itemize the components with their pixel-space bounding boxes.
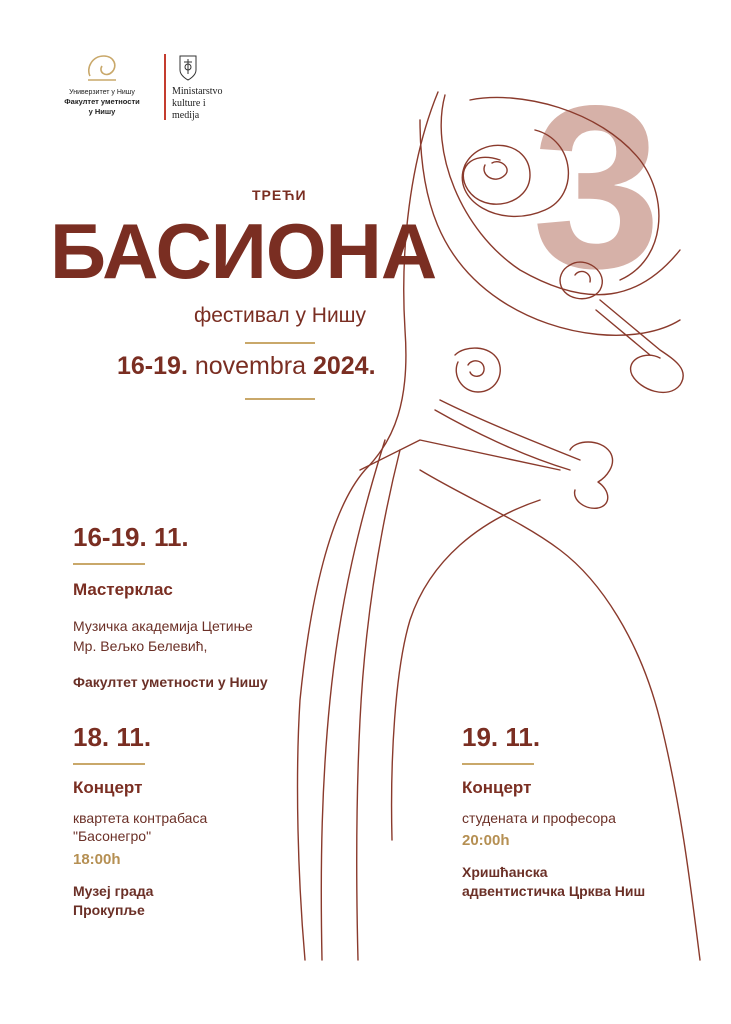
university-name: Универзитет у Нишу [69,89,135,96]
logo-divider [164,54,166,120]
divider-line [245,342,315,344]
ministry-name [172,86,223,122]
date-month: novembra [194,352,307,380]
concert-2-line-1: студената и професора [462,810,616,826]
masterclass-title: Мастерклас [73,580,173,599]
edition-label: ТРЕЋИ [252,187,307,203]
divider-line [73,563,145,565]
masterclass-line-1: Музичка академија Цетиње [73,618,253,634]
festival-dates [117,352,376,381]
faculty-name: Факултет уметности [64,97,140,107]
festival-subtitle: фестивал у Нишу [193,304,367,327]
concert-2-venue-line-2: адвентистичка Црква Ниш [462,883,646,899]
date-range: 16-19. [117,352,188,380]
masterclass-line-2: Мр. Вељко Белевић, [73,638,208,654]
concert-1-line-1: квартета контрабаса [73,810,208,826]
divider-line [462,763,534,765]
festival-title: БАСИОНА [50,207,437,295]
divider-line [245,398,315,400]
concert-1-time: 18:00h [73,851,121,868]
date-year: 2024. [312,352,376,380]
concert-1-date: 18. 11. [73,722,152,752]
university-logo [52,50,152,116]
ministry-crest-icon [170,52,206,84]
masterclass-date: 16-19. 11. [73,522,189,552]
concert-1-venue-line-2: Прокупље [73,902,145,918]
concert-2-title: Концерт [462,778,532,797]
concert-2-venue-line-1: Хришћанска [462,864,548,880]
ministry-line-1: Ministarstvo [172,86,223,97]
concert-1-title: Концерт [73,778,143,797]
concert-2-date: 19. 11. [462,722,541,752]
ministry-line-2: kulture i [172,98,206,109]
concert-1-line-2: "Басонегро" [73,828,152,844]
divider-line [73,763,145,765]
faculty-emblem-icon [82,50,122,84]
ministry-line-3: medija [172,110,200,121]
faculty-city: у Нишу [88,106,116,116]
concert-1-venue-line-1: Музеј града [73,883,154,899]
festival-edition-number: 3 [532,58,662,317]
concert-2-time: 20:00h [462,832,510,849]
masterclass-venue: Факултет уметности у Нишу [73,674,268,690]
